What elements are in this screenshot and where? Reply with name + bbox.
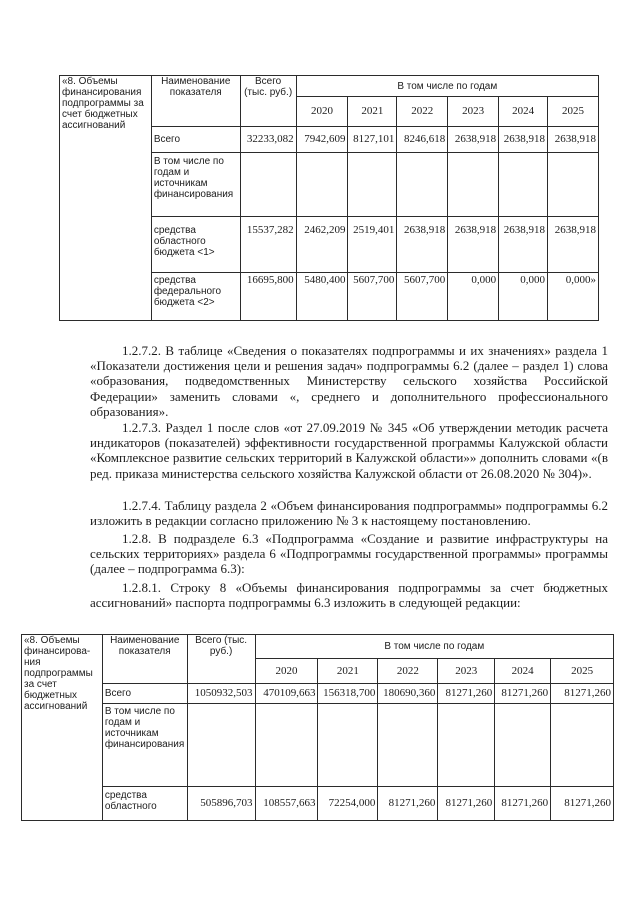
cell-value	[499, 153, 548, 217]
year-header: 2020	[296, 97, 348, 127]
cell-value: 81271,260	[378, 787, 438, 821]
cell-value: 7942,609	[296, 127, 348, 153]
row-name: Всего	[102, 684, 187, 704]
cell-value: 81271,260	[551, 684, 614, 704]
paragraph-text: 1.2.8. В подразделе 6.3 «Подпрограмма «Создание и развитие инфраструктуры на сельских территориях» раздела 6 «Подпрограммы государственной программы» программы (далее – подпрограмма 6.3):	[90, 531, 608, 577]
cell-value: 8127,101	[348, 127, 397, 153]
year-header: 2024	[495, 659, 551, 684]
cell-value: 156318,700	[318, 684, 378, 704]
col-header-name: Наименование показателя	[102, 635, 187, 684]
cell-value	[296, 153, 348, 217]
row-total: 1050932,503	[187, 684, 255, 704]
cell-value: 2638,918	[548, 127, 599, 153]
row-name: Всего	[151, 127, 240, 153]
cell-value	[495, 704, 551, 787]
paragraph-text: 1.2.7.4. Таблицу раздела 2 «Объем финансирования подпрограммы» подпрограммы 6.2 изложить в редакции согласно приложению № 3 к настоящему постановлению.	[90, 498, 608, 529]
row-name: средства федерального бюджета <2>	[151, 273, 240, 321]
year-header: 2021	[348, 97, 397, 127]
row-label-cell: «8. Объемы финансирования подпрограммы за счет бюджетных ассигнований	[22, 635, 103, 821]
row-total: 16695,800	[240, 273, 296, 321]
cell-value: 180690,360	[378, 684, 438, 704]
year-header: 2022	[378, 659, 438, 684]
cell-value: 8246,618	[397, 127, 448, 153]
cell-value: 0,000	[499, 273, 548, 321]
cell-value	[378, 704, 438, 787]
cell-value: 2638,918	[448, 127, 499, 153]
col-header-years-group: В том числе по годам	[296, 76, 598, 97]
financing-table-2	[21, 634, 614, 821]
cell-value	[348, 153, 397, 217]
cell-value: 5607,700	[348, 273, 397, 321]
year-header: 2024	[499, 97, 548, 127]
paragraph	[90, 343, 608, 419]
row-total: 505896,703	[187, 787, 255, 821]
paragraph	[90, 531, 608, 577]
paragraph-text: 1.2.7.2. В таблице «Сведения о показателях подпрограммы и их значениях» раздела 1 «Показатели достижения цели и решения задач» подпрограммы 6.2 (далее – раздел 1) слова «образования, подведомственных Министерству сельского хозяйства Российской Федерации» заменить словами «, среднего и дополнительного профессионального образования».	[90, 343, 608, 419]
col-header-total: Всего (тыс. руб.)	[240, 76, 296, 127]
row-total: 32233,082	[240, 127, 296, 153]
year-header: 2023	[448, 97, 499, 127]
cell-value	[551, 704, 614, 787]
cell-value: 5607,700	[397, 273, 448, 321]
cell-value	[548, 153, 599, 217]
table-row	[22, 704, 614, 787]
cell-value	[318, 704, 378, 787]
year-header: 2020	[255, 659, 318, 684]
year-header: 2022	[397, 97, 448, 127]
cell-value	[255, 704, 318, 787]
cell-value: 81271,260	[551, 787, 614, 821]
row-total	[187, 704, 255, 787]
cell-value: 2638,918	[397, 217, 448, 273]
paragraph	[90, 420, 608, 481]
row-name: В том числе по годам и источникам финансирования	[102, 704, 187, 787]
paragraph-text: 1.2.8.1. Строку 8 «Объемы финансирования подпрограммы за счет бюджетных ассигнований» паспорта подпрограммы 6.3 изложить в следующей редакции:	[90, 580, 608, 611]
paragraph-text: 1.2.7.3. Раздел 1 после слов «от 27.09.2019 № 345 «Об утверждении методик расчета индикаторов (показателей) эффективности государственной программы Калужской области «Комплексное развитие сельских территорий в Калужской области»» дополнить словами «(в ред. приказа министерства сельского хозяйства Калужской области от 26.08.2020 № 304)».	[90, 420, 608, 481]
cell-value: 2462,209	[296, 217, 348, 273]
year-header: 2023	[438, 659, 495, 684]
cell-value	[448, 153, 499, 217]
year-header: 2025	[551, 659, 614, 684]
row-name: В том числе по годам и источникам финансирования	[151, 153, 240, 217]
table-row	[22, 787, 614, 821]
cell-value: 81271,260	[495, 684, 551, 704]
cell-value: 108557,663	[255, 787, 318, 821]
cell-value: 470109,663	[255, 684, 318, 704]
row-name: средства областного бюджета <1>	[151, 217, 240, 273]
row-name: средства областного	[102, 787, 187, 821]
cell-value: 81271,260	[438, 787, 495, 821]
cell-value: 81271,260	[495, 787, 551, 821]
cell-value: 5480,400	[296, 273, 348, 321]
paragraph	[90, 498, 608, 528]
row-label-cell: «8. Объемы финансирования подпрограммы за счет бюджетных ассигнований	[60, 76, 152, 321]
cell-value	[438, 704, 495, 787]
cell-value: 0,000	[448, 273, 499, 321]
col-header-total: Всего (тыс. руб.)	[187, 635, 255, 684]
cell-value: 2638,918	[499, 217, 548, 273]
row-total	[240, 153, 296, 217]
row-total: 15537,282	[240, 217, 296, 273]
cell-value: 2519,401	[348, 217, 397, 273]
cell-value: 2638,918	[548, 217, 599, 273]
cell-value: 72254,000	[318, 787, 378, 821]
col-header-years-group: В том числе по годам	[255, 635, 613, 659]
col-header-name: Наименование показателя	[151, 76, 240, 127]
cell-value: 2638,918	[448, 217, 499, 273]
financing-table-1	[59, 75, 599, 321]
table-row	[22, 684, 614, 704]
cell-value	[397, 153, 448, 217]
cell-value: 81271,260	[438, 684, 495, 704]
paragraph	[90, 580, 608, 610]
year-header: 2025	[548, 97, 599, 127]
year-header: 2021	[318, 659, 378, 684]
cell-value: 0,000»	[548, 273, 599, 321]
cell-value: 2638,918	[499, 127, 548, 153]
